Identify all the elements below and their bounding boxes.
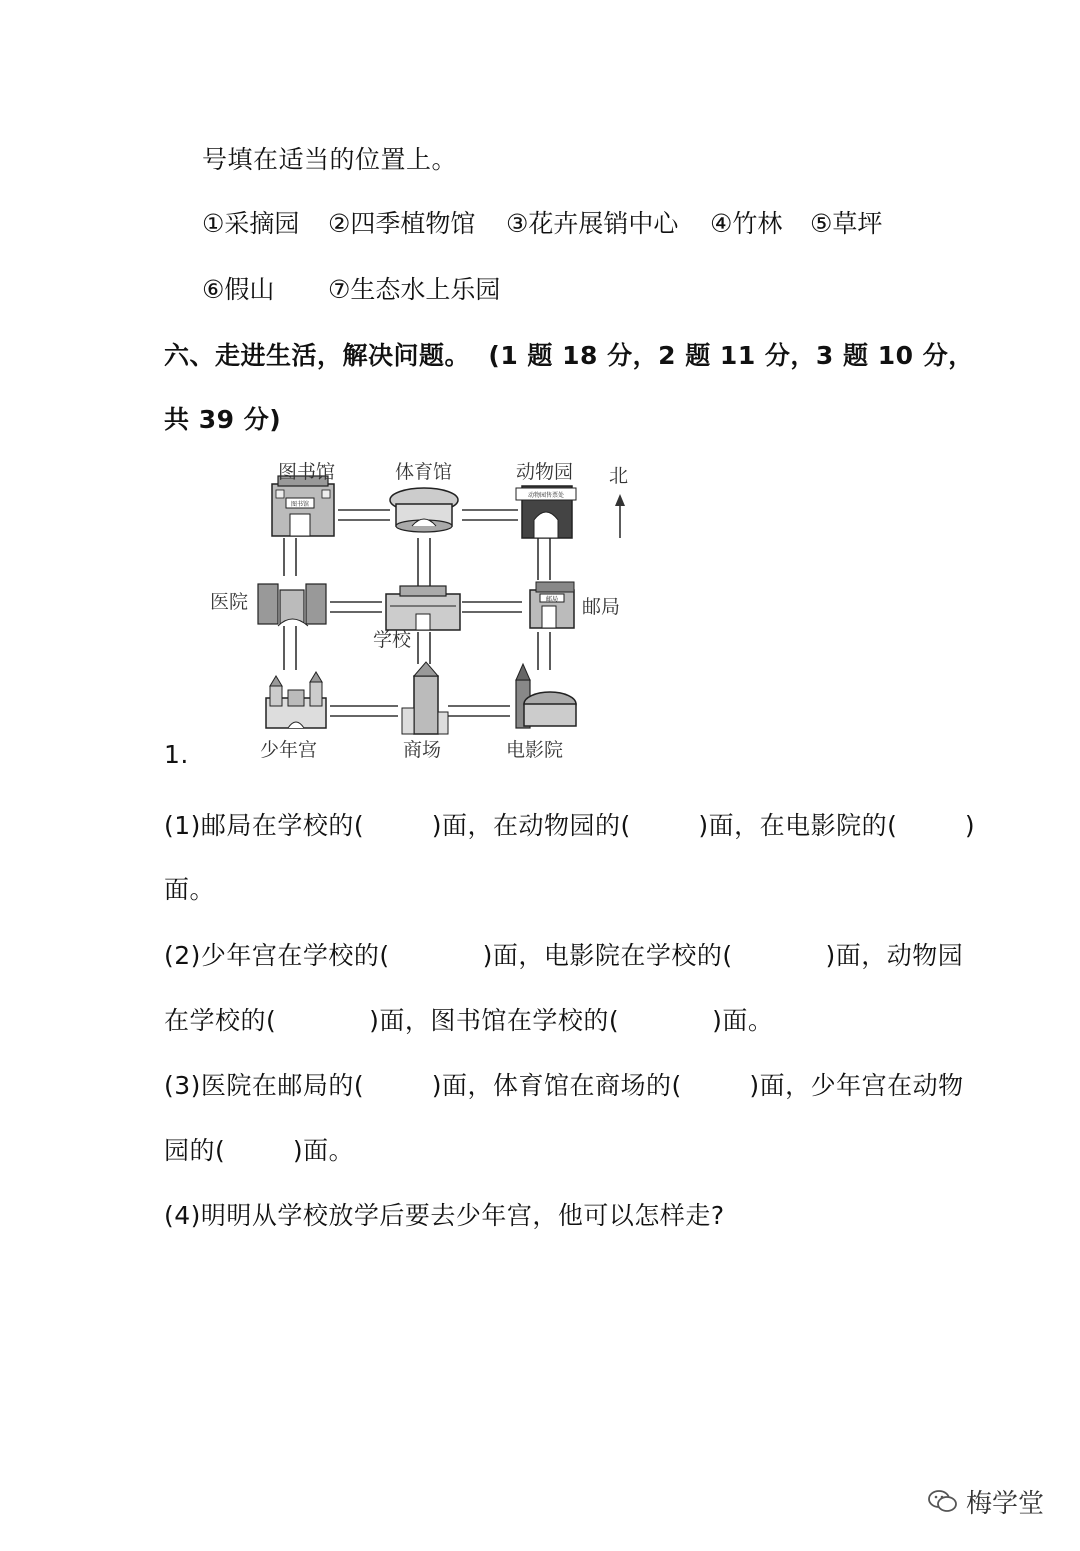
question-2-line1: (2)少年宫在学校的( )面，电影院在学校的( )面，动物园 — [164, 941, 964, 970]
north-arrow-icon — [615, 494, 625, 538]
mall-building-icon — [402, 662, 448, 734]
question-3-line2: 园的( )面。 — [164, 1136, 355, 1165]
gym-building-icon — [390, 488, 458, 532]
option-rockery: ⑥假山 — [202, 275, 275, 304]
section-title: 六、走进生活，解决问题。 (1 题 18 分，2 题 11 分，3 题 10 分， — [164, 341, 974, 370]
hospital-label: 医院 — [210, 591, 249, 613]
option-lawn: ⑤草坪 — [810, 209, 883, 238]
library-building-icon — [272, 476, 334, 536]
direction-map — [200, 450, 650, 780]
youth-palace-label: 少年宫 — [260, 739, 318, 761]
gym-label: 体育馆 — [395, 461, 453, 483]
question-4: (4)明明从学校放学后要去少年宫，他可以怎样走? — [164, 1201, 725, 1230]
youth-palace-icon — [266, 672, 326, 728]
zoo-sign: 动物园售票处 — [527, 493, 565, 499]
question-1-line2: 面。 — [164, 875, 216, 904]
school-label: 学校 — [373, 629, 412, 651]
section-title-cont: 共 39 分) — [164, 405, 282, 434]
post-office-icon — [530, 582, 574, 628]
option-water-park: ⑦生态水上乐园 — [328, 275, 501, 304]
library-label: 图书馆 — [278, 461, 336, 483]
mall-label: 商场 — [403, 739, 442, 761]
question-number: 1. — [164, 740, 189, 769]
option-flower-center: ③花卉展销中心 — [506, 209, 679, 238]
watermark — [878, 1428, 1044, 1551]
question-2-line2: 在学校的( )面，图书馆在学校的( )面。 — [164, 1006, 774, 1035]
option-bamboo: ④竹林 — [710, 209, 783, 238]
zoo-label: 动物园 — [516, 461, 574, 483]
option-picking-garden: ①采摘园 — [202, 209, 300, 238]
hospital-building-icon — [258, 584, 326, 626]
question-3-line1: (3)医院在邮局的( )面，体育馆在商场的( )面，少年宫在动物 — [164, 1071, 964, 1100]
question-1-line1: (1)邮局在学校的( )面，在动物园的( )面，在电影院的( ) — [164, 811, 976, 840]
post-office-label: 邮局 — [582, 596, 621, 618]
watermark-text: 梅学堂 — [965, 1489, 1044, 1519]
wechat-icon — [895, 1458, 958, 1551]
cinema-label: 电影院 — [506, 739, 564, 761]
school-building-icon — [386, 586, 460, 630]
option-plant-hall: ②四季植物馆 — [328, 209, 476, 238]
zoo-gate-icon — [516, 486, 576, 538]
post-sign: 邮局 — [545, 597, 559, 603]
cinema-building-icon — [516, 664, 576, 728]
library-sign: 图书馆 — [290, 502, 310, 508]
north-label: 北 — [609, 465, 629, 487]
intro-line: 号填在适当的位置上。 — [202, 145, 458, 174]
